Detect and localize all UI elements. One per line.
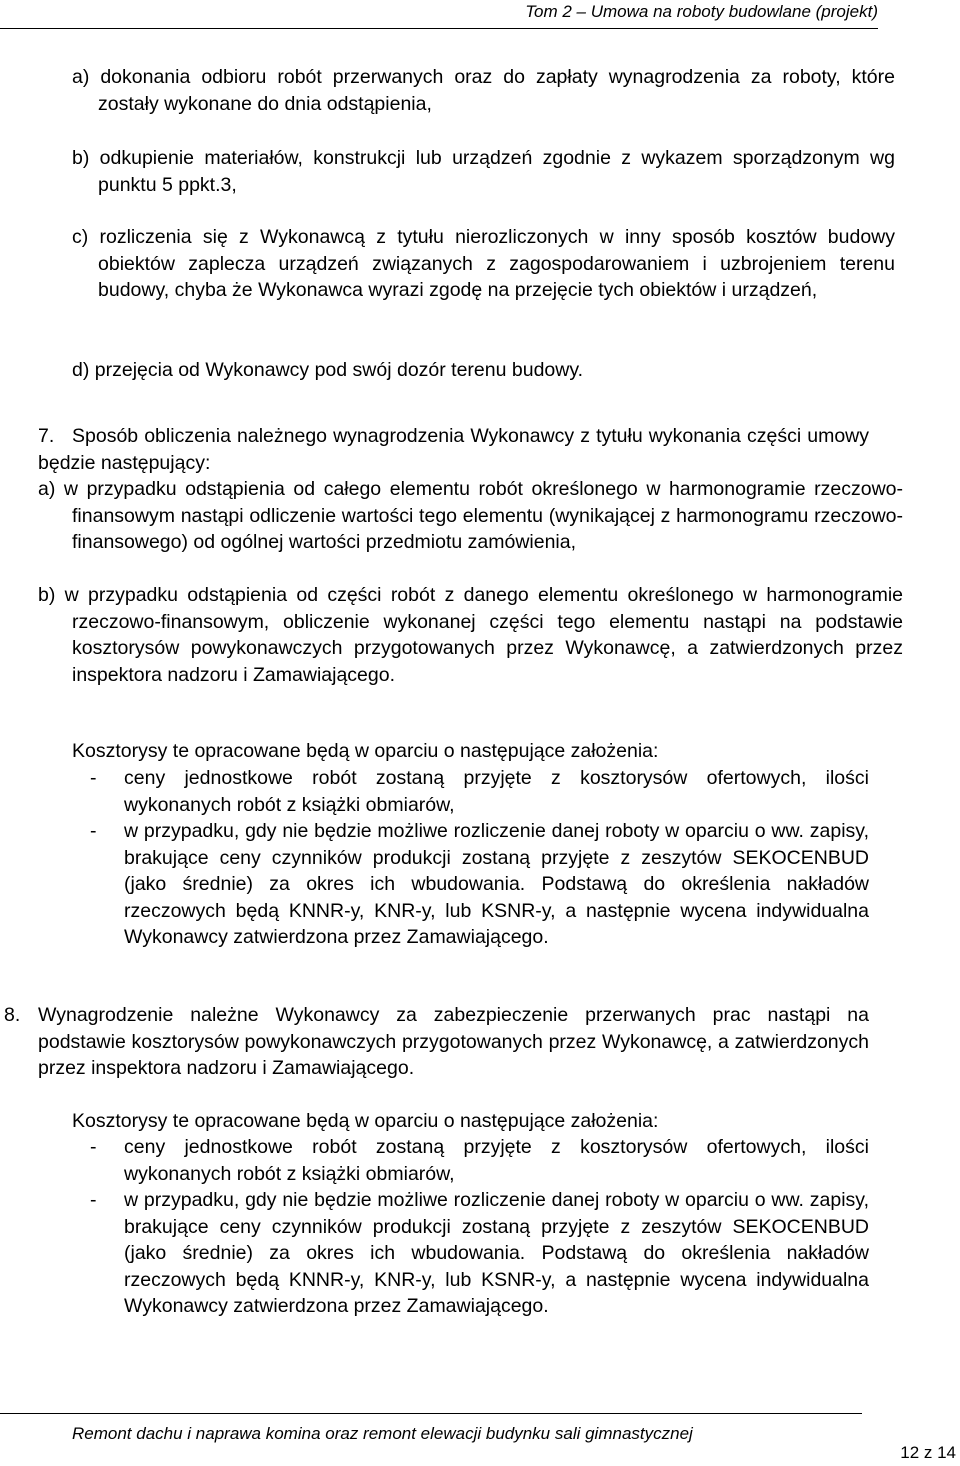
item-b: b) odkupienie materiałów, konstrukcji lub urządzeń zgodnie z wykazem sporządzonym wg punktu 5 ppkt.3, — [72, 147, 895, 196]
section-8-text: Wynagrodzenie należne Wykonawcy za zabezpieczenie przerwanych prac nastąpi na podstawie kosztorysów powykonawczych przygotowanych przez Wykonawcę, a zatwierdzonych przez inspektora nadzoru i Zamawiającego. — [38, 1004, 869, 1079]
section-7-dash-2-marker: - — [90, 820, 97, 842]
section-7-dash-2: w przypadku, gdy nie będzie możliwe rozliczenie danej roboty w oparciu o ww. zapisy, brakujące ceny czynników produkcji zostaną przyjęte z zeszytów SEKOCENBUD (jako średnie) za okres ich wbudowania. Podstawą do określenia nakładów rzeczowych będą KNNR-y, KNR-y, lub KSNR-y, a następnie wycena indywidualna Wykonawcy zatwierdzona przez Zamawiającego. — [124, 820, 869, 948]
header-title: Tom 2 – Umowa na roboty budowlane (projekt) — [525, 2, 878, 21]
footer-text: Remont dachu i naprawa komina oraz remont elewacji budynku sali gimnastycznej — [72, 1424, 693, 1443]
page-header — [0, 0, 878, 29]
item-c: c) rozliczenia się z Wykonawcą z tytułu nierozliczonych w inny sposób kosztów budowy obiektów zaplecza urządzeń związanych z zagospodarowaniem i uzbrojeniem terenu budowy, chyba że Wykonawca wyrazi zgodę na przejęcie tych obiektów i urządzeń, — [72, 226, 895, 301]
item-a: a) dokonania odbioru robót przerwanych oraz do zapłaty wynagrodzenia za roboty, które zostały wykonane do dnia odstąpienia, — [72, 66, 895, 115]
footer-rule — [0, 1413, 862, 1414]
section-7-kosztorysy: Kosztorysy te opracowane będą w oparciu o następujące założenia: — [72, 740, 659, 762]
section-8-number: 8. — [4, 1004, 21, 1026]
section-7-item-b: b) w przypadku odstąpienia od części robót z danego elementu określonego w harmonogramie rzeczowo-finansowym, obliczenie wykonanej części tego elementu nastąpi na podstawie kosztorysów powykonawczych przygotowanych przez Wykonawcę, a zatwierdzonych przez inspektora nadzoru i Zamawiającego. — [38, 584, 903, 686]
page-number: 12 z 14 — [900, 1443, 956, 1462]
section-8-dash-1-marker: - — [90, 1136, 97, 1158]
item-d: d) przejęcia od Wykonawcy pod swój dozór terenu budowy. — [72, 359, 584, 381]
section-7-intro: Sposób obliczenia należnego wynagrodzenia Wykonawcy z tytułu wykonania części umowy będzie następujący: — [38, 425, 869, 474]
section-7-dash-1: ceny jednostkowe robót zostaną przyjęte z kosztorysów ofertowych, ilości wykonanych robót z książki obmiarów, — [124, 767, 869, 816]
section-8-dash-1: ceny jednostkowe robót zostaną przyjęte z kosztorysów ofertowych, ilości wykonanych robót z książki obmiarów, — [124, 1136, 869, 1185]
section-7-dash-1-marker: - — [90, 767, 97, 789]
section-8-kosztorysy: Kosztorysy te opracowane będą w oparciu o następujące założenia: — [72, 1110, 659, 1132]
section-7-item-a: a) w przypadku odstąpienia od całego elementu robót określonego w harmonogramie rzeczowo-finansowym nastąpi odliczenie wartości tego elementu (wynikającej z harmonogramu rzeczowo-finansowego) od ogólnej wartości przedmiotu zamówienia, — [38, 478, 903, 553]
section-8-dash-2: w przypadku, gdy nie będzie możliwe rozliczenie danej roboty w oparciu o ww. zapisy, brakujące ceny czynników produkcji zostaną przyjęte z zeszytów SEKOCENBUD (jako średnie) za okres ich wbudowania. Podstawą do określenia nakładów rzeczowych będą KNNR-y, KNR-y, lub KSNR-y, a następnie wycena indywidualna Wykonawcy zatwierdzona przez Zamawiającego. — [124, 1189, 869, 1317]
section-7-number: 7. — [38, 425, 55, 447]
section-8-dash-2-marker: - — [90, 1189, 97, 1211]
